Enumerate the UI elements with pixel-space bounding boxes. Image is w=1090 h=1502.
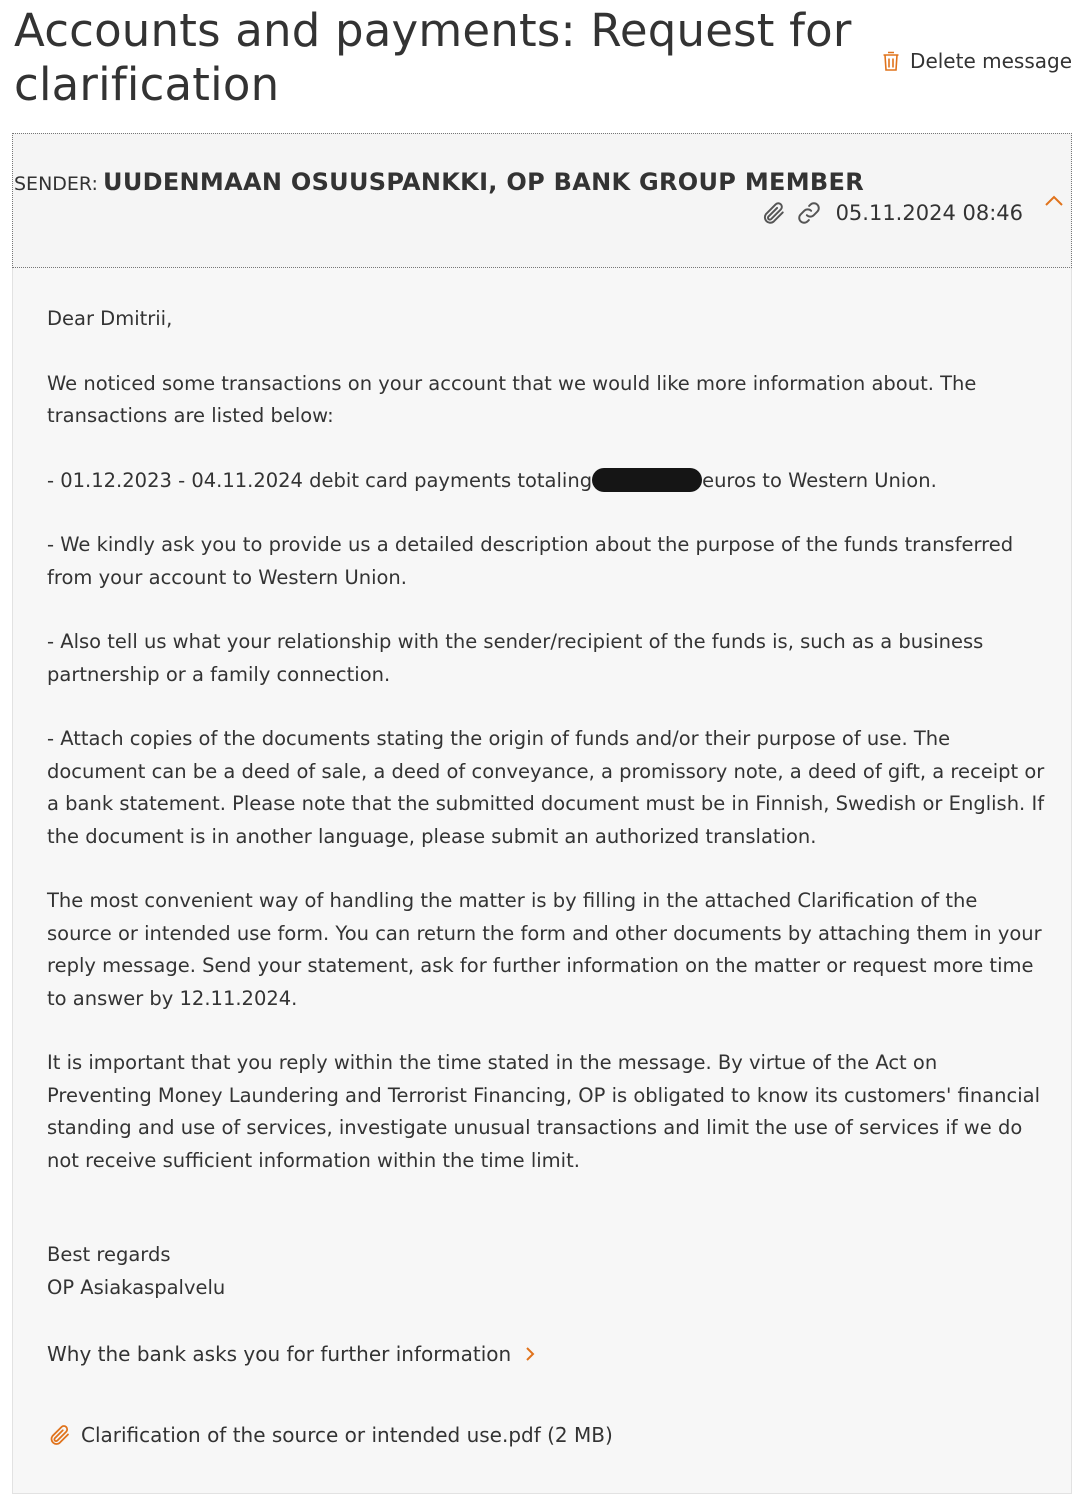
trash-icon (882, 50, 900, 72)
attachment-link[interactable] (47, 1423, 613, 1447)
info-link-label: Why the bank asks you for further information (47, 1342, 512, 1366)
transactions-text: - 01.12.2023 - 04.11.2024 debit card payments totaling (47, 468, 593, 492)
sender-name: UUDENMAAN OSUUSPANKKI, OP BANK GROUP MEMBER (103, 168, 864, 196)
sender (14, 168, 864, 196)
page-title: Accounts and payments: Request for clarification (14, 4, 852, 111)
message-header[interactable] (12, 133, 1072, 268)
paragraph-transactions (47, 465, 1047, 498)
attachment-label: Clarification of the source or intended use.pdf (2 MB) (81, 1423, 613, 1447)
message-date: 05.11.2024 08:46 (835, 201, 1023, 225)
greeting: Dear Dmitrii, (47, 307, 173, 330)
redacted-amount (592, 468, 702, 492)
paragraph-intro: We noticed some transactions on your account that we would like more information about. The transactions are listed below: (47, 371, 977, 427)
transactions-text-end: euros to Western Union. (702, 468, 937, 492)
paragraph-description-request: - We kindly ask you to provide us a detailed description about the purpose of the funds transferred from your account to Western Union. (47, 533, 1014, 589)
chevron-right-icon (525, 1346, 535, 1362)
sender-label: SENDER: (14, 173, 98, 195)
link-icon (796, 200, 822, 226)
delete-message-button[interactable] (882, 46, 1072, 76)
paragraph-handling: The most convenient way of handling the matter is by filling in the attached Clarification of the source or intended use form. You can return the form and other documents by attaching them in your reply message. Send your statement, ask for further information on the matter or request more time to answer by 12.11.2024. (47, 889, 1042, 1010)
info-link[interactable] (47, 1342, 535, 1366)
signature: OP Asiakaspalvelu (47, 1275, 226, 1299)
paragraph-legal: It is important that you reply within the time stated in the message. By virtue of the Act on Preventing Money Laundering and Terrorist Financing, OP is obligated to know its customers' financial standing and use of services, investigate unusual transactions and limit the use of services if we do not receive sufficient information within the time limit. (47, 1051, 1040, 1172)
delete-message-label: Delete message (910, 49, 1072, 73)
message-meta (760, 200, 1023, 226)
closing: Best regards (47, 1243, 171, 1266)
message-content (47, 303, 1047, 1304)
paragraph-documents: - Attach copies of the documents stating the origin of funds and/or their purpose of use. The document can be a deed of sale, a deed of conveyance, a promissory note, a deed of gift, a receipt or a bank statement. Please note that the submitted document must be in Finnish, Swedish or English. If the document is in another language, please submit an authorized translation. (47, 727, 1045, 848)
paperclip-icon (760, 200, 786, 226)
paragraph-relationship: - Also tell us what your relationship with the sender/recipient of the funds is, such as a business partnership or a family connection. (47, 630, 984, 686)
paperclip-icon (47, 1423, 71, 1447)
message-body (12, 268, 1072, 1494)
chevron-up-icon[interactable] (1044, 194, 1064, 208)
